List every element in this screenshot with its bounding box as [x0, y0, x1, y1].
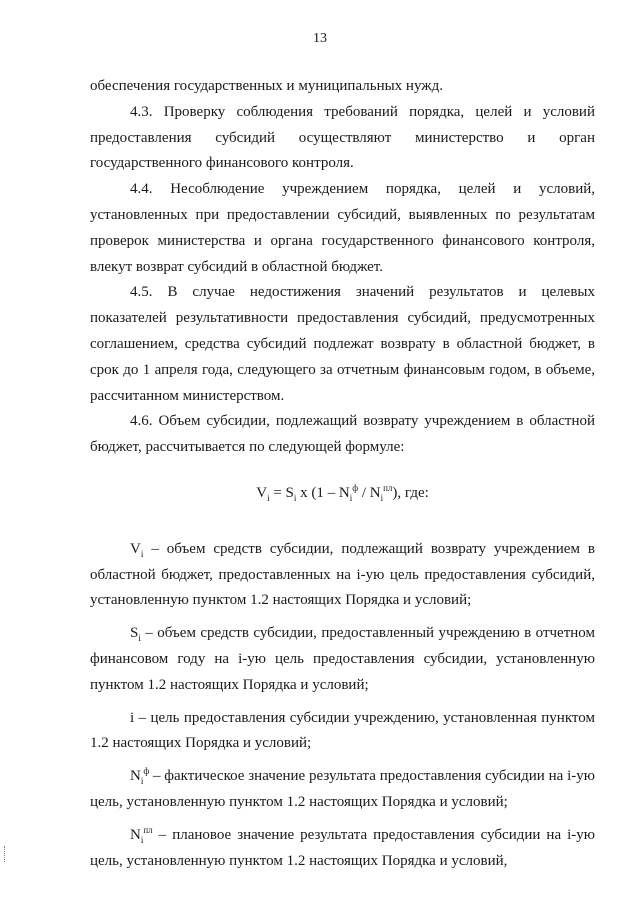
- definition-n-plan: $N_i^{пл}$ – плановое значение результата предоставления субсидии на i-ую цель, установленную пунктом 1.2 настоящих Порядка и условий,: [90, 824, 595, 869]
- definition-n-fact: $N_i^ф$ – фактическое значение результата предоставления субсидии на i-ую цель, установленную пунктом 1.2 настоящих Порядка и условий;: [90, 766, 595, 810]
- paragraph-4-6: 4.6. Объем субсидии, подлежащий возврату учреждением в областной бюджет, рассчитывается по следующей формуле:: [90, 413, 595, 456]
- definition-s: $S_i$ – объем средств субсидии, предоставленный учреждению в отчетном финансовом году на i-ую цель предоставления субсидии, установленную пунктом 1.2 настоящих Порядка и условий;: [90, 625, 595, 693]
- paragraph-continuation: обеспечения государственных и муниципальных нужд.: [90, 78, 443, 94]
- paragraph-4-3: 4.3. Проверку соблюдения требований порядка, целей и условий предоставления субсидий осуществляют министерство и орган государственного финансового контроля.: [90, 103, 595, 172]
- paragraph-4-4: 4.4. Несоблюдение учреждением порядка, целей и условий, установленных при предоставлении субсидий, выявленных по результатам проверок министерства и органа государственного финансового контроля, влекут возврат субсидий в областной бюджет.: [90, 181, 595, 275]
- page-body: [90, 74, 595, 874]
- page-number: 13: [313, 31, 327, 46]
- refund-formula: $V_i = S_i$ x $(1 - N_i^ф / N_i^{пл})$, где:: [256, 482, 429, 503]
- scan-margin-mark: [4, 846, 6, 862]
- paragraph-4-5: 4.5. В случае недостижения значений результатов и целевых показателей результативности предоставления субсидий, предусмотренных соглашением, средства субсидий подлежат возврату в областной бюджет, в срок до 1 апреля года, следующего за отчетным финансовым годом, в объеме, рассчитанном министерством.: [90, 284, 595, 404]
- definition-i: i – цель предоставления субсидии учреждению, установленная пунктом 1.2 настоящих Порядка и условий;: [90, 709, 595, 752]
- definition-v: $V_i$ – объем средств субсидии, подлежащий возврату учреждением в областной бюджет, предоставленных на i-ую цель предоставления субсидий, установленную пунктом 1.2 настоящих Порядка и условий;: [90, 540, 595, 609]
